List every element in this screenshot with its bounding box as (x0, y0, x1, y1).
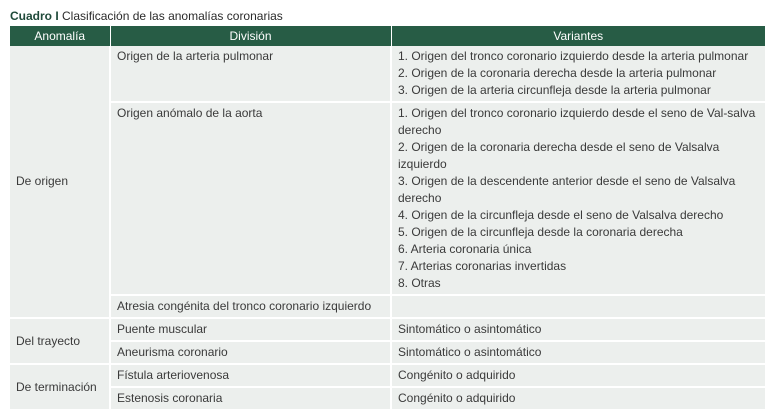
variante-item: 3. Origen de la descendente anterior desde el seno de Valsalva derecho (398, 174, 736, 205)
caption-title: Clasificación de las anomalías coronarias (62, 9, 283, 23)
variante-item: 3. Origen de la arteria circunfleja desde la arteria pulmonar (398, 83, 711, 97)
variante-item: 5. Origen de la circunfleja desde la coronaria derecha (398, 225, 683, 239)
cell-anomalia: De terminación (10, 364, 110, 410)
variantes-list (398, 344, 759, 361)
variante-item: 6. Arteria coronaria única (398, 242, 532, 256)
table-container (10, 6, 765, 411)
variantes-list (398, 367, 759, 384)
header-anomalia: Anomalía (10, 26, 110, 46)
table-row (10, 46, 765, 102)
caption-label: Cuadro I (10, 9, 59, 23)
table-row (10, 102, 765, 295)
variante-item: Sintomático o asintomático (398, 322, 542, 336)
variantes-list (398, 105, 759, 292)
variante-item: Congénito o adquirido (398, 368, 516, 382)
variante-item: 7. Arterias coronarias invertidas (398, 259, 567, 273)
table-caption (10, 6, 765, 26)
cell-division: Puente muscular (110, 318, 391, 341)
variante-item: 8. Otras (398, 276, 441, 290)
variante-item: 2. Origen de la coronaria derecha desde el seno de Valsalva izquierdo (398, 140, 720, 171)
variantes-list (398, 48, 759, 99)
variante-item: Sintomático o asintomático (398, 345, 542, 359)
table-body (10, 46, 765, 410)
table-row (10, 318, 765, 341)
variante-item: 1. Origen del tronco coronario izquierdo desde el seno de Val-salva derecho (398, 106, 756, 137)
cell-anomalia: Del trayecto (10, 318, 110, 364)
cell-division: Fístula arteriovenosa (110, 364, 391, 387)
variante-item: Congénito o adquirido (398, 391, 516, 405)
header-variantes: Variantes (391, 26, 765, 46)
cell-anomalia: De origen (10, 46, 110, 318)
variante-item: 2. Origen de la coronaria derecha desde la arteria pulmonar (398, 66, 717, 80)
cell-division: Origen de la arteria pulmonar (110, 46, 391, 102)
variantes-list (398, 390, 759, 407)
header-row (10, 26, 765, 46)
cell-variantes (391, 364, 765, 387)
cell-variantes (391, 102, 765, 295)
table-row (10, 387, 765, 410)
table-row (10, 295, 765, 318)
cell-division: Estenosis coronaria (110, 387, 391, 410)
cell-division: Origen anómalo de la aorta (110, 102, 391, 295)
cell-division: Atresia congénita del tronco coronario izquierdo (110, 295, 391, 318)
classification-table (10, 26, 765, 411)
cell-variantes (391, 295, 765, 318)
cell-division: Aneurisma coronario (110, 341, 391, 364)
variantes-list (398, 321, 759, 338)
header-division: División (110, 26, 391, 46)
table-row (10, 364, 765, 387)
variante-item: 4. Origen de la circunfleja desde el seno de Valsalva derecho (398, 208, 724, 222)
cell-variantes (391, 387, 765, 410)
table-row (10, 341, 765, 364)
variante-item: 1. Origen del tronco coronario izquierdo desde la arteria pulmonar (398, 49, 749, 63)
cell-variantes (391, 46, 765, 102)
cell-variantes (391, 318, 765, 341)
cell-variantes (391, 341, 765, 364)
